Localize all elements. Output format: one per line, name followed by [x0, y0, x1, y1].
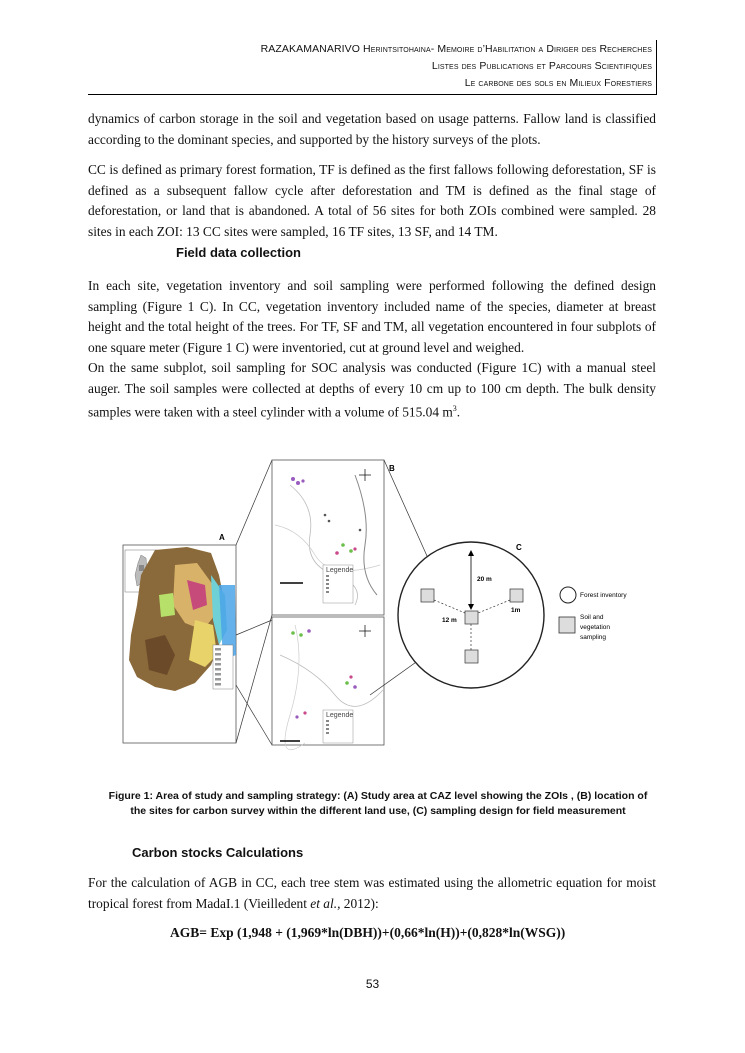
header-section: Le carbone des sols en Milieux Forestiers [464, 77, 652, 89]
paragraph-inventory: In each site, vegetation inventory and soil sampling were performed following the defined design sampling (Figure 1 C). In CC, vegetation inventory included name of the species, diameter at breast height and the total height of the trees. For TF, SF and TM, all vegetation encountered in four subplots of one square meter (Figure 1 C) were inventoried, cut at ground level and weighed. [88, 278, 656, 355]
legend-soil-line1: Soil and [580, 614, 604, 621]
heading-field-data: Field data collection [176, 245, 301, 260]
header-rule [88, 94, 657, 95]
panel-a-label: A [219, 533, 225, 542]
dim-12m: 12 m [442, 617, 457, 624]
figure-caption: Figure 1: Area of study and sampling strategy: (A) Study area at CAZ level showing the ZOIs , (B) location of the sites for carbon survey within the different land use, (C) sampling design for field measurement [108, 790, 648, 817]
header-vertical-rule [656, 40, 657, 94]
dim-1m: 1m [511, 607, 521, 614]
header-title: RAZAKAMANARIVO Herintsitohaina- Memoire d’Habilitation a Diriger des Recherches [260, 43, 652, 55]
agb-formula: AGB= Exp (1,948 + (1,969*ln(DBH))+(0,66*ln(H))+(0,828*ln(WSG)) [170, 925, 566, 940]
paragraph-definitions: CC is defined as primary forest formation, TF is defined as the first fallows following deforestation, SF is defined as a subsequent fallow cycle after deforestation and TM is defined as the final stage of deforestation, or land that is abandoned. A total of 56 sites for both ZOIs combined were sampled. 28 sites in each ZOI: 13 CC sites were sampled, 16 TF sites, 13 SF, and 14 TM. [88, 162, 656, 239]
paragraph-fallow: dynamics of carbon storage in the soil and vegetation based on usage patterns. Fallow land is classified according to the dominant species, and supported by the history surveys of the plots. [88, 111, 656, 147]
header-subtitle: Listes des Publications et Parcours Scientifiques [431, 60, 652, 72]
legend-soil-line2: vegetation [580, 624, 610, 631]
legend-title-upper: Legende [326, 567, 354, 574]
paragraph-soil-sampling: On the same subplot, soil sampling for SOC analysis was conducted (Figure 1C) with a manual steel auger. The soil samples were collected at depths of every 10 cm up to 100 cm depth. The bulk density samples were taken with a steel cylinder with a volume of 515.04 $m^3$. [88, 360, 656, 420]
figure-study-area [115, 455, 675, 785]
page-number: 53 [365, 977, 380, 991]
panel-c-sampling-design [398, 542, 627, 688]
heading-carbon-stocks: Carbon stocks Calculations [132, 845, 304, 860]
panel-b-lower-map [272, 617, 384, 750]
dim-20m: 20 m [477, 576, 492, 583]
paragraph-agb: For the calculation of AGB in CC, each tree stem was estimated using the allometric equation for moist tropical forest from MadaI.1 (Vieilledent et al., 2012): [88, 875, 656, 911]
legend-forest-inventory: Forest inventory [580, 592, 627, 599]
panel-c-label: C [516, 543, 522, 552]
panel-a-map [123, 533, 236, 743]
legend-title-lower: Legende [326, 712, 354, 719]
legend-soil-line3: sampling [580, 634, 607, 641]
panel-b-upper-map [272, 460, 395, 615]
panel-b-label: B [389, 464, 395, 473]
